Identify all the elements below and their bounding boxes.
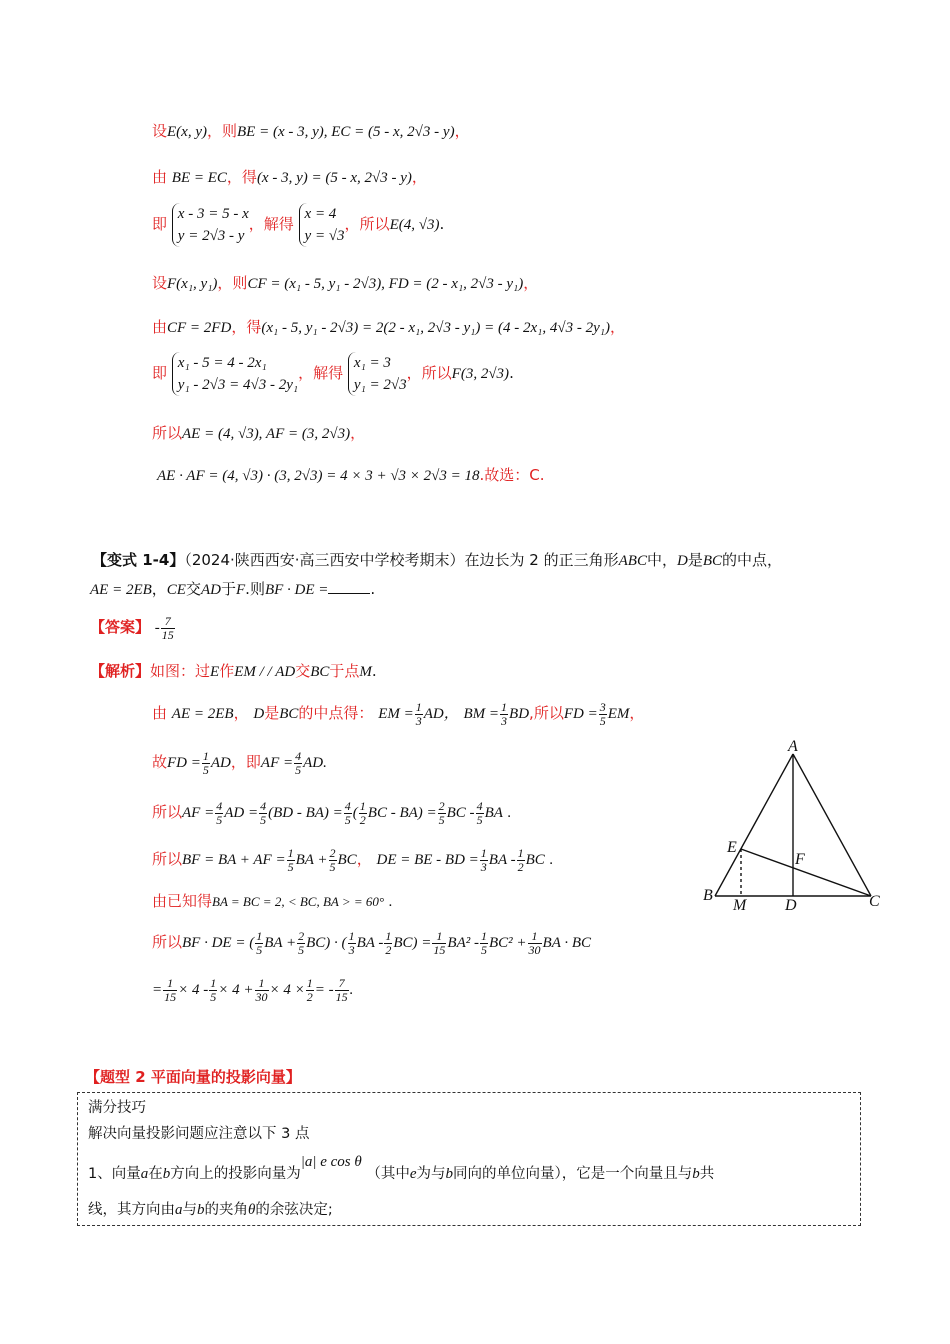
fraction: $\frac{1}{2}$ — [359, 798, 366, 827]
solution-system: x = 4 y = √3 — [299, 203, 345, 247]
fraction: $\frac{1}{3}$ — [501, 699, 508, 728]
sol-line-1: 设E(x, y)，则BE = (x - 3, y), EC = (5 - x, 2√3 - y)， — [152, 122, 470, 140]
fraction: $\frac{1}{5}$ — [481, 928, 487, 957]
answer-blank — [328, 579, 370, 594]
fraction: $\frac{4}{5}$ — [260, 798, 267, 827]
analysis-row-5: 由已知得BA = BC = 2, < BC, BA > = 60° . — [152, 892, 393, 910]
answer-line: 【答案】 - $\frac{7}{15}$ — [90, 613, 174, 642]
fraction: $\frac{1}{15}$ — [433, 928, 446, 957]
analysis-row-7: = $\frac{1}{15}$ × 4 - $\frac{1}{5}$ × 4 + $\frac{1}{30}$ × 4 × $\frac{1}{2}$ = - $\frac{7}{15}$ . — [152, 975, 354, 1004]
analysis-row-2: 故FD = $\frac{1}{5}$ AD，即AF = $\frac{4}{5}$ AD. — [152, 748, 327, 777]
sol-line-4: 设F(x₁, y₁)，则CF = (x₁ - 5, y₁ - 2√3), FD = (2 - x₁, 2√3 - y₁)， — [152, 274, 539, 292]
label-f: F — [795, 851, 805, 868]
fraction: $\frac{1}{2}$ — [306, 975, 313, 1004]
label-b: B — [703, 887, 713, 904]
fraction: $\frac{1}{5}$ — [210, 975, 217, 1004]
fraction: $\frac{2}{5}$ — [438, 798, 445, 827]
triangle-figure — [695, 740, 895, 920]
sol-line-2: 由 BE = EC，得(x - 3, y) = (5 - x, 2√3 - y)， — [152, 168, 427, 186]
fraction: $\frac{1}{5}$ — [202, 748, 209, 777]
fraction: $\frac{4}{5}$ — [216, 798, 223, 827]
segment-ec — [741, 849, 871, 896]
tips-point-1-cont: 线，其方向由a与b的夹角θ的余弦决定; — [88, 1202, 333, 1218]
fraction: $\frac{3}{5}$ — [599, 699, 606, 728]
label-m: M — [733, 897, 747, 914]
fraction: $\frac{7}{15}$ — [335, 975, 348, 1004]
equation-system: x₁ - 5 = 4 - 2x₁ y₁ - 2√3 = 4√3 - 2y₁ — [172, 352, 298, 396]
sol-line-3: 即 x - 3 = 5 - x y = 2√3 - y ，解得 x = 4 y = √3 ，所以E(4, √3). — [152, 203, 444, 247]
fraction: $\frac{4}{5}$ — [344, 798, 351, 827]
fraction: $\frac{2}{5}$ — [298, 928, 305, 957]
fraction: $\frac{2}{5}$ — [329, 845, 336, 874]
fraction: $\frac{1}{30}$ — [528, 928, 541, 957]
fraction: $\frac{1}{3}$ — [480, 845, 487, 874]
label-d: D — [785, 897, 797, 914]
answer-fraction: $\frac{7}{15}$ — [161, 613, 174, 642]
sol-line-7: 所以AE = (4, √3), AF = (3, 2√3)， — [152, 424, 366, 442]
fraction: $\frac{1}{15}$ — [164, 975, 177, 1004]
fraction: $\frac{4}{5}$ — [295, 748, 302, 777]
label-c: C — [869, 893, 880, 910]
analysis-row-1: 由 AE = 2EB， D是BC的中点得： EM = $\frac{1}{3}$ AD， BM = $\frac{1}{3}$ BD,所以FD = $\frac{3}{5}$ EM， — [152, 699, 645, 728]
tips-title: 满分技巧 — [88, 1100, 146, 1116]
fraction: $\frac{4}{5}$ — [476, 798, 483, 827]
analysis-row-4: 所以BF = BA + AF = $\frac{1}{5}$ BA + $\frac{2}{5}$ BC， DE = BE - BD = $\frac{1}{3}$ BA - $\frac{1}{2}$ BC . — [152, 845, 554, 874]
label-e: E — [727, 839, 737, 856]
tips-subtitle: 解决向量投影问题应注意以下 3 点 — [88, 1126, 310, 1142]
fraction: $\frac{1}{3}$ — [415, 699, 422, 728]
analysis-intro: 【解析】如图：过E作EM / / AD交BC于点M. — [90, 662, 377, 680]
analysis-row-3: 所以AF = $\frac{4}{5}$ AD = $\frac{4}{5}$ (BD - BA) = $\frac{4}{5}$ ( $\frac{1}{2}$ BC - BA) = $\frac{2}{5}$ BC - $\frac{4}{5}$ BA . — [152, 798, 512, 827]
solution-system: x₁ = 3 y₁ = 2√3 — [348, 352, 407, 396]
analysis-row-6: 所以BF · DE = ( $\frac{1}{5}$ BA + $\frac{2}{5}$ BC) · ( $\frac{1}{3}$ BA - $\frac{1}{2}$ BC) = $\frac{1}{15}$ BA² - $\frac{1}{5}$ BC² + $\frac{1}{30}$ BA · BC — [152, 928, 592, 957]
fraction: $\frac{1}{2}$ — [517, 845, 524, 874]
section-heading: 【题型 2 平面向量的投影向量】 — [85, 1068, 301, 1086]
sol-line-5: 由CF = 2FD，得(x₁ - 5, y₁ - 2√3) = 2(2 - x₁, 2√3 - y₁) = (4 - 2x₁, 4√3 - 2y₁)， — [152, 318, 625, 336]
fraction: $\frac{1}{30}$ — [255, 975, 268, 1004]
label-a: A — [788, 740, 798, 755]
variant-line-2: AE = 2EB，CE交AD于F.则BF · DE = . — [90, 580, 376, 598]
fraction: $\frac{1}{5}$ — [256, 928, 263, 957]
equation-system: x - 3 = 5 - x y = 2√3 - y — [172, 203, 249, 247]
tips-point-1: 1、向量a在b方向上的投影向量为|a| e cos θ （其中e为与b同向的单位向量），它是一个向量且与b共 — [88, 1154, 715, 1182]
fraction: $\frac{1}{3}$ — [348, 928, 355, 957]
fraction: $\frac{1}{2}$ — [385, 928, 392, 957]
tips-box — [77, 1092, 861, 1226]
sol-line-6: 即 x₁ - 5 = 4 - 2x₁ y₁ - 2√3 = 4√3 - 2y₁ ，解得 x₁ = 3 y₁ = 2√3 ，所以F(3, 2√3). — [152, 352, 514, 396]
side-ac — [793, 754, 871, 896]
sol-line-8: AE · AF = (4, √3) · (3, 2√3) = 4 × 3 + √3 × 2√3 = 18.故选：C. — [157, 466, 545, 484]
fraction: $\frac{1}{5}$ — [287, 845, 294, 874]
side-ab — [715, 754, 793, 896]
variant-line-1: 【变式 1-4】（2024·陕西西安·高三西安中学校考期末）在边长为 2 的正三角形ABC中，D是BC的中点， — [92, 551, 783, 569]
